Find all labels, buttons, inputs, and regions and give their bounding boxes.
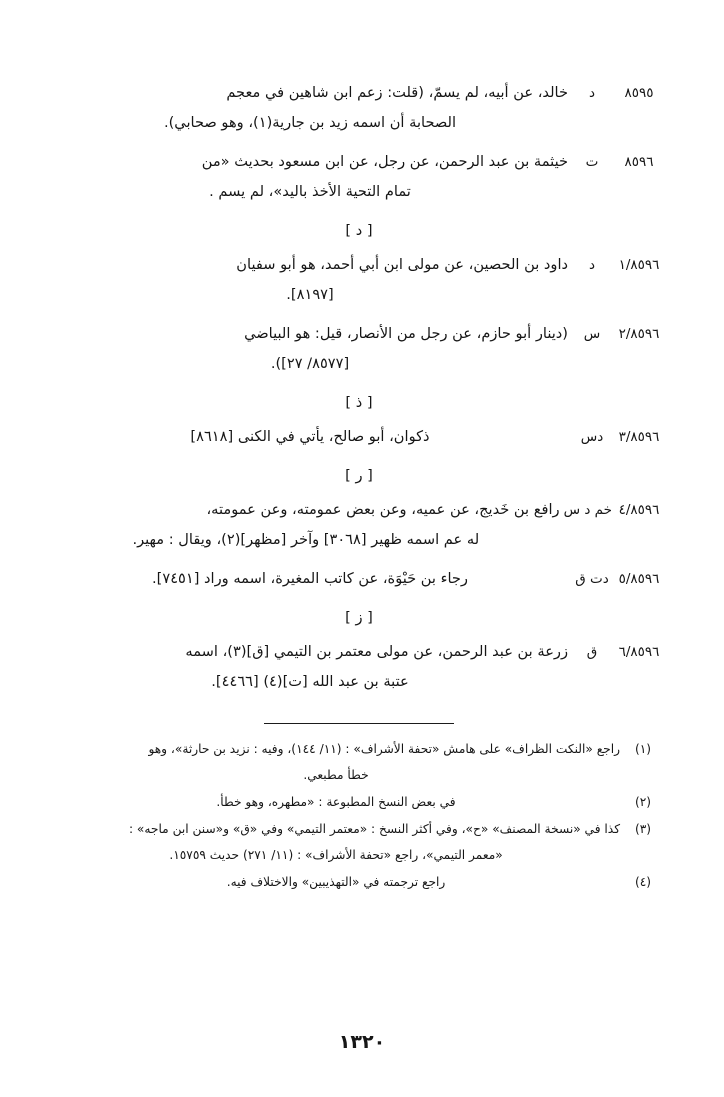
section-separator: [ ر ] bbox=[345, 467, 373, 484]
entry-text bbox=[52, 637, 572, 697]
entry-source-symbol: ت bbox=[585, 154, 599, 170]
entry-text-line: رافع بن خَديج، عن عميه، وعن بعض عمومته، وعن عمومته، bbox=[206, 501, 560, 518]
entry-text-line: رجاء بن حَيْوَة، عن كاتب المغيرة، اسمه وراد [٧٤٥١]. bbox=[152, 570, 468, 587]
entry-text bbox=[52, 250, 572, 310]
footnote-text bbox=[52, 869, 620, 895]
entry-text-line: زرعة بن عبد الرحمن، عن مولى معتمر بن التيمي [ق](٣)، اسمه bbox=[185, 643, 568, 660]
entry-row bbox=[52, 319, 666, 379]
entry-row bbox=[52, 637, 666, 697]
entry-number: ١/٨٥٩٦ bbox=[618, 257, 660, 273]
entry-row bbox=[52, 422, 666, 452]
entry-text-line: داود بن الحصين، عن مولى ابن أبي أحمد، هو أبو سفيان bbox=[236, 256, 568, 273]
footnote-marker: (٢) bbox=[634, 795, 652, 809]
entry-source-symbol: د bbox=[588, 257, 595, 273]
entry-text-line: له عم اسمه ظهير [٣٠٦٨] وآخر [مظهر](٢)، ويقال : مهير. bbox=[132, 531, 480, 548]
entry-row bbox=[52, 495, 666, 555]
footnote-marker: (١) bbox=[634, 742, 652, 756]
entry-text bbox=[52, 495, 564, 555]
entry-text-line: الصحابة أن اسمه زيد بن جارية(١)، وهو صحابي). bbox=[163, 114, 457, 131]
footnote-text bbox=[52, 789, 620, 815]
entry-source-symbol: دس bbox=[580, 429, 604, 445]
section-separator: [ د ] bbox=[345, 222, 373, 239]
entry-text bbox=[52, 147, 572, 207]
footnote-text bbox=[52, 816, 620, 868]
entry-source-symbol: دت ق bbox=[575, 571, 609, 587]
entry-text-line: خيثمة بن عبد الرحمن، عن رجل، عن ابن مسعود بحديث «من bbox=[201, 153, 568, 170]
footnote-text bbox=[52, 736, 620, 788]
page-number: ١٣٢٠ bbox=[338, 1031, 386, 1053]
footnote-item bbox=[52, 736, 666, 788]
entry-text-line: تمام التحية الأخذ باليد»، لم يسم . bbox=[209, 183, 411, 200]
entry-number: ٨٥٩٥ bbox=[624, 85, 654, 101]
footnote-divider bbox=[264, 723, 454, 724]
footnote-text-line: «معمر التيمي»، راجع «تحفة الأشراف» : (١١/ ٢٧١) حديث ١٥٧٥٩. bbox=[169, 848, 503, 862]
entry-text-line: خالد، عن أبيه، لم يسمّ، (قلت: زعم ابن شاهين في معجم bbox=[226, 84, 568, 101]
footnote-item bbox=[52, 869, 666, 895]
footnote-text-line: راجع ترجمته في «التهذيبين» والاختلاف فيه. bbox=[226, 875, 446, 889]
entry-row bbox=[52, 147, 666, 207]
entry-row bbox=[52, 564, 666, 594]
footnote-text-line: كذا في «نسخة المصنف» «ح»، وفي أكثر النسخ : «معتمر التيمي» وفي «ق» و«سنن ابن ماجه» : bbox=[128, 822, 620, 836]
section-separator: [ ز ] bbox=[345, 609, 373, 626]
entry-source-symbol: س bbox=[583, 326, 601, 342]
entry-number: ٤/٨٥٩٦ bbox=[618, 502, 660, 518]
entry-text bbox=[52, 422, 572, 452]
entry-text bbox=[52, 78, 572, 138]
section-separator: [ ذ ] bbox=[345, 394, 373, 411]
footnote-text-line: خطأ مطبعي. bbox=[303, 768, 369, 782]
entry-source-symbol: ق bbox=[586, 644, 598, 660]
footnote-item bbox=[52, 789, 666, 815]
entry-text-line: (دينار أبو حازم، عن رجل من الأنصار، قيل: هو البياضي bbox=[244, 325, 568, 342]
entry-list bbox=[52, 78, 666, 697]
footnote-marker: (٤) bbox=[634, 875, 652, 889]
entry-text bbox=[52, 319, 572, 379]
entry-text bbox=[52, 564, 572, 594]
entry-text-line: [٨٥٧٧/ ٢٧]). bbox=[270, 355, 350, 372]
entry-row bbox=[52, 78, 666, 138]
entry-number: ٦/٨٥٩٦ bbox=[618, 644, 660, 660]
footnote-marker: (٣) bbox=[634, 822, 652, 836]
entry-row bbox=[52, 250, 666, 310]
entry-text-line: ذكوان، أبو صالح، يأتي في الكنى [٨٦١٨] bbox=[190, 428, 430, 445]
entry-number: ٣/٨٥٩٦ bbox=[618, 429, 660, 445]
entry-source-symbol: د bbox=[588, 85, 595, 101]
entry-number: ٢/٨٥٩٦ bbox=[618, 326, 660, 342]
entry-text-line: عتبة بن عبد الله [ت](٤) [٤٤٦٦]. bbox=[211, 673, 409, 690]
entry-source-symbol: خم د س bbox=[563, 502, 612, 518]
footnote-text-line: في بعض النسخ المطبوعة : «مطهره، وهو خطأ. bbox=[216, 795, 456, 809]
footnote-item bbox=[52, 816, 666, 868]
entry-number: ٥/٨٥٩٦ bbox=[618, 571, 660, 587]
footnote-text-line: راجع «النكت الظراف» على هامش «تحفة الأشراف» : (١١/ ١٤٤)، وفيه : نزيد بن حارثة»، وهو bbox=[148, 742, 620, 756]
footnote-list bbox=[52, 736, 666, 895]
entry-number: ٨٥٩٦ bbox=[624, 154, 654, 170]
entry-text-line: [٨١٩٧]. bbox=[286, 286, 334, 303]
